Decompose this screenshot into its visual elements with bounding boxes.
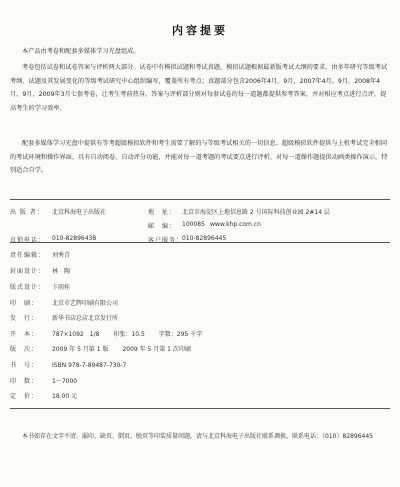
direct-phone-label: 直销电话： [10, 237, 46, 244]
publisher-name: 北京科海电子出版社 [52, 209, 107, 216]
format-label: 开 本： [10, 331, 39, 338]
printed-sheets: 印张：10.5 [113, 331, 145, 338]
phone-row [10, 235, 390, 247]
divider-bottom [10, 408, 390, 409]
edition-label: 版 次： [10, 346, 39, 353]
printer-label: 印 刷： [10, 300, 39, 307]
divider-middle [10, 242, 390, 243]
summary-paragraph-2: 考卷包括试卷和试卷答案与评析两大部分。试卷中有模拟试题和考试真题，模拟试题根据最新版考试大纲的要求，由多年研究等级考试考纲、试题及其发展变化的等级考试研究中心组织编写，覆盖所有考点；真题部分包含2006年4月、9月，2007年4月、9月，2008年4月、9月，2009年3月七套考卷，让考生考前热身。答案与评析部分则对每套试卷的每一道题都提供参考答案，并对相应考点进行点评，提高考生的学习效率。 [10, 64, 388, 112]
layout-design-value: 卞雨桂 [52, 284, 71, 291]
cover-design-row [10, 266, 70, 278]
editor-value: 刘秀青 [52, 252, 71, 259]
printing-value: 2009 年 5 月第 1 次印刷 [122, 346, 191, 353]
cover-design-value: 林 陶 [52, 268, 71, 275]
distributor-value: 新华书店总店北京发行所 [52, 315, 119, 322]
distributor-label: 发 行： [10, 315, 39, 322]
isbn-row [10, 360, 126, 372]
divider-top [10, 199, 390, 200]
address-label: 地 址： [148, 209, 177, 216]
distributor-row [10, 313, 118, 325]
quality-notice: 本书如存在文字不清、漏印、缺页、倒页、脱页等印装质量问题，请与北京科海电子出版社联系调换，联系电话：（010）82896445 [22, 433, 373, 440]
postcode-label: 邮 编： [148, 223, 177, 230]
layout-design-row [10, 282, 70, 294]
editor-row [10, 250, 70, 262]
printer-value: 北京市艺辉印刷有限公司 [52, 300, 119, 307]
postcode-value: 100085 [182, 221, 205, 228]
price-value: 18.00 元 [52, 393, 78, 400]
publisher-label: 出 版 者： [10, 209, 44, 216]
isbn-label: 书 号： [10, 362, 39, 369]
service-label: 客户服务： [148, 237, 184, 244]
format-row [10, 329, 202, 341]
publisher-row [10, 207, 390, 219]
format-value: 787×1092 1/8 [52, 331, 100, 338]
direct-phone-value: 010-82896438 [52, 235, 97, 242]
print-run-value: 1～7000 [52, 378, 78, 385]
word-count: 字数：295 千字 [158, 331, 203, 338]
cover-design-label: 封面设计： [10, 268, 46, 275]
isbn-value: ISBN 978-7-89487-730-7 [52, 362, 127, 369]
url-row [10, 221, 390, 233]
print-run-label: 印 数： [10, 378, 39, 385]
print-run-row [10, 376, 77, 388]
service-value: 010-82896445 [182, 235, 227, 242]
address-value: 北京市海淀区上地信息路 2 号国际科技创业园 2#14 层 [182, 209, 330, 216]
layout-design-label: 版式设计： [10, 284, 46, 291]
price-label: 定 价： [10, 393, 39, 400]
edition-value: 2009 年 5 月第 1 版 [52, 346, 109, 353]
printer-row [10, 298, 118, 310]
edition-row [10, 344, 191, 356]
summary-paragraph-3: 配套多媒体学习光盘中提供有等考超级模拟软件和考生需要了解的与等级考试相关的一切信息。超级模拟软件提供与上机考试完全相同的考试环境和操作界面，具有自动阅卷、自动评分功能，并能对每一道考题的考试要点进行评析，对每一道操作题提供动画类操作演示，特别适合自学。 [10, 140, 388, 174]
price-row [10, 391, 77, 403]
website-url[interactable]: www.khp.com.cn [210, 221, 261, 228]
editor-label: 责任编辑： [10, 252, 46, 259]
summary-paragraph-1: 本产品由考卷和配套多媒体学习光盘组成。 [22, 48, 140, 55]
page-title: 内容提要 [172, 24, 228, 37]
